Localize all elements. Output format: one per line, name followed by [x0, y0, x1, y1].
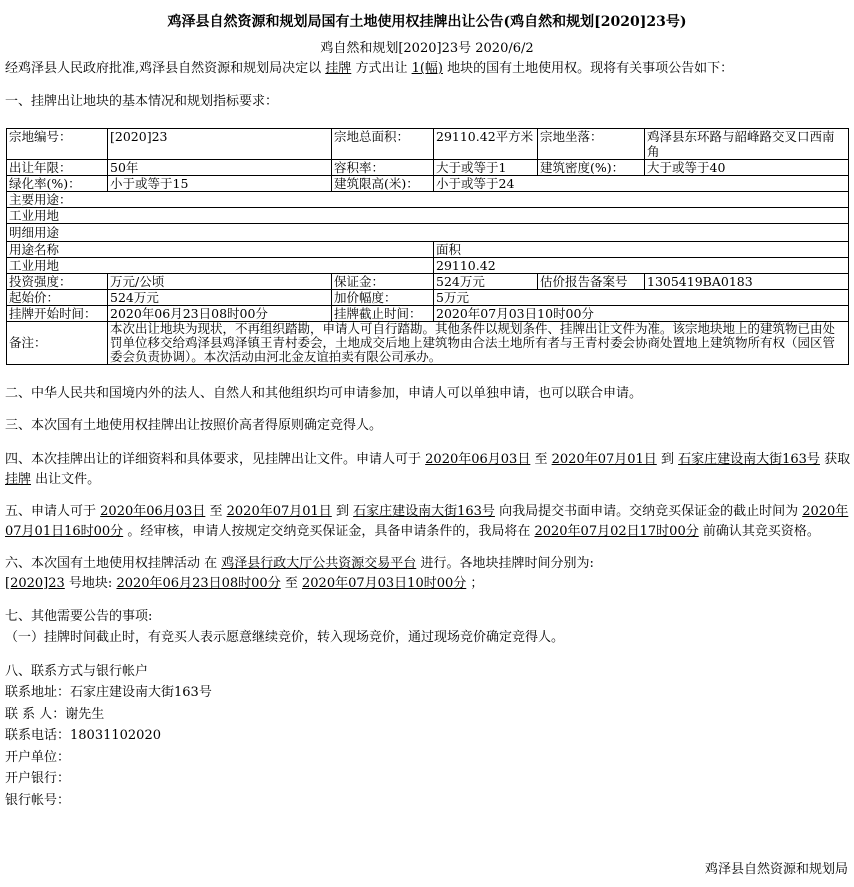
value-deposit: 524万元: [434, 273, 538, 289]
value-main-use: 工业用地: [7, 207, 849, 223]
value-start-time: 2020年06月23日08时00分: [108, 305, 332, 321]
s5-date-start: 2020年06月03日: [100, 503, 206, 519]
label-main-use: 主要用途：: [7, 191, 849, 207]
s4-text: 至: [534, 451, 548, 467]
s5-text: 。经审核，申请人按规定交纳竞买保证金，具备申请条件的，我局将在: [127, 523, 531, 539]
s6-text: 六、本次国有土地使用权挂牌活动 在: [5, 555, 218, 571]
table-row: [7, 289, 849, 305]
value-remark: 本次出让地块为现状，不再组织踏勘，申请人可自行踏勘。其他条件以规划条件、挂牌出让文件为准。该宗地块地上的建筑物已由处罚单位移交给鸡泽县鸡泽镇王青村委会，土地成交后地上建筑物由合法土地所有者与王青村委会协商处置地上建筑物所有权（园区管委会负责协调）。本次活动由河北金友谊拍卖有限公司承办。: [108, 321, 849, 364]
s5-text: 到: [335, 503, 349, 519]
s7-title: 七、其他需要公告的事项:: [5, 608, 153, 624]
table-row: [7, 273, 849, 289]
label-far: 容积率：: [332, 159, 434, 175]
s5-text: 前确认其竞买资格。: [702, 523, 820, 539]
bank-account: 银行帐号：: [5, 792, 71, 808]
s4-text: 出让文件。: [35, 471, 101, 487]
label-start-time: 挂牌开始时间：: [7, 305, 108, 321]
value-density: 大于或等于40: [645, 159, 849, 175]
table-row: [7, 128, 849, 159]
table-row: [7, 223, 849, 241]
s6-platform: 鸡泽县行政大厅公共资源交易平台: [221, 555, 417, 571]
s7-item-1: （一）挂牌时间截止时，有竞买人表示愿意继续竞价，转入现场竞价，通过现场竞价确定竞得人。: [5, 629, 565, 645]
label-detail-use: 明细用途: [7, 223, 849, 241]
intro-text-after: 地块的国有土地使用权。现将有关事项公告如下：: [447, 61, 734, 76]
label-end-time: 挂牌截止时间：: [332, 305, 434, 321]
s4-text: 获取: [824, 451, 851, 467]
value-height: 小于或等于24: [434, 175, 849, 191]
doc-number: 鸡自然和规划[2020]23号: [320, 41, 472, 56]
intro-method: 挂牌: [325, 61, 352, 76]
label-use-name: 用途名称: [7, 241, 434, 257]
label-remark: 备注：: [7, 321, 108, 364]
s6-text: ；: [470, 575, 484, 591]
s8-title: 八、联系方式与银行帐户: [5, 663, 149, 679]
table-row: [7, 321, 849, 364]
parcel-info-table: [6, 128, 849, 365]
label-term: 出让年限：: [7, 159, 108, 175]
s5-text: 至: [209, 503, 223, 519]
value-parcel-no: [2020]23: [108, 128, 332, 159]
label-density: 建筑密度(%)：: [538, 159, 645, 175]
table-row: [7, 175, 849, 191]
label-deposit: 保证金：: [332, 273, 434, 289]
s4-method: 挂牌: [5, 471, 32, 487]
contact-phone: 联系电话：18031102020: [5, 728, 161, 744]
s5-date-end: 2020年07月01日: [226, 503, 332, 519]
s4-text: 四、本次挂牌出让的详细资料和具体要求，见挂牌出让文件。申请人可于: [5, 451, 422, 467]
doc-date: 2020/6/2: [475, 41, 534, 56]
s6-text: 进行。各地块挂牌时间分别为:: [420, 555, 594, 571]
label-use-area: 面积: [434, 241, 849, 257]
issuer-signature: 鸡泽县自然资源和规划局: [704, 862, 848, 877]
intro-text-mid: 方式出让: [355, 61, 408, 76]
table-row: [7, 159, 849, 175]
label-report: 估价报告备案号: [538, 273, 645, 289]
label-start-price: 起始价：: [7, 289, 108, 305]
value-invest: 万元/公顷: [108, 273, 332, 289]
s4-date-start: 2020年06月03日: [425, 451, 531, 467]
label-height: 建筑限高(米)：: [332, 175, 434, 191]
value-green: 小于或等于15: [108, 175, 332, 191]
value-end-time: 2020年07月03日10时00分: [434, 305, 849, 321]
table-row: [7, 257, 849, 273]
section-7: [2, 606, 852, 648]
s4-text: 到: [660, 451, 674, 467]
table-row: [7, 191, 849, 207]
section-3: 三、本次国有土地使用权挂牌出让按照价高者得原则确定竞得人。: [5, 417, 383, 433]
contact-person: 联 系 人：谢先生: [5, 706, 105, 722]
value-increment: 5万元: [434, 289, 849, 305]
s4-date-end: 2020年07月01日: [551, 451, 657, 467]
value-start-price: 524万元: [108, 289, 332, 305]
table-row: [7, 241, 849, 257]
s5-deadline: 2020年07月01日16时00分: [5, 503, 849, 539]
label-parcel-no: 宗地编号：: [7, 128, 108, 159]
table-row: [7, 305, 849, 321]
label-location: 宗地坐落：: [538, 128, 645, 159]
s5-confirm-time: 2020年07月02日17时00分: [534, 523, 699, 539]
page-title: 鸡泽县自然资源和规划局国有土地使用权挂牌出让公告(鸡自然和规划[2020]23号): [167, 14, 687, 30]
section-6: [2, 554, 852, 594]
value-area: 29110.42平方米: [434, 128, 538, 159]
section-1-heading: 一、挂牌出让地块的基本情况和规划指标要求：: [5, 93, 279, 109]
value-far: 大于或等于1: [434, 159, 538, 175]
table-row: [7, 207, 849, 223]
label-invest: 投资强度：: [7, 273, 108, 289]
section-8: [2, 661, 852, 812]
value-use-area: 29110.42: [434, 257, 849, 273]
doc-number-date: [2, 33, 852, 59]
intro-paragraph: [2, 61, 852, 78]
s5-text: 五、申请人可于: [5, 503, 97, 519]
bank-name: 开户银行：: [5, 771, 71, 787]
value-report: 1305419BA0183: [645, 273, 849, 289]
s6-text: 至: [284, 575, 298, 591]
contact-address: 联系地址：石家庄建设南大街163号: [5, 685, 212, 701]
s4-place: 石家庄建设南大街163号: [678, 451, 820, 467]
s6-parcel: [2020]23: [5, 575, 65, 591]
s6-time-start: 2020年06月23日08时00分: [116, 575, 281, 591]
bank-unit: 开户单位：: [5, 749, 71, 765]
section-4: [2, 450, 852, 490]
intro-text: 经鸡泽县人民政府批准,鸡泽县自然资源和规划局决定以: [5, 61, 322, 76]
s5-place: 石家庄建设南大街163号: [353, 503, 495, 519]
section-5: [2, 502, 852, 542]
s6-text: 号地块:: [68, 575, 113, 591]
label-increment: 加价幅度：: [332, 289, 434, 305]
value-term: 50年: [108, 159, 332, 175]
intro-count: 1(幅): [411, 61, 444, 76]
section-2: 二、中华人民共和国境内外的法人、自然人和其他组织均可申请参加，申请人可以单独申请，也可以联合申请。: [5, 385, 643, 401]
s6-time-end: 2020年07月03日10时00分: [302, 575, 467, 591]
s5-text: 向我局提交书面申请。交纳竞买保证金的截止时间为: [499, 503, 799, 519]
value-use-name: 工业用地: [7, 257, 434, 273]
value-location: 鸡泽县东环路与韶峰路交叉口西南角: [645, 128, 849, 159]
label-area: 宗地总面积：: [332, 128, 434, 159]
label-green: 绿化率(%)：: [7, 175, 108, 191]
